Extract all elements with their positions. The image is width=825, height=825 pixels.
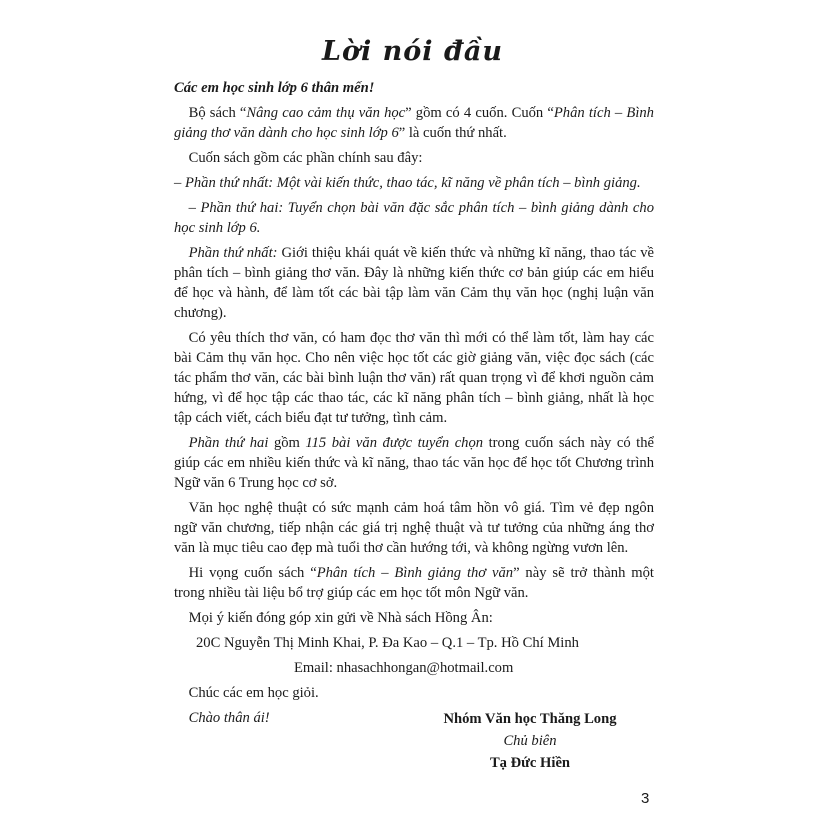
p2-text: Cuốn sách gồm các phần chính sau đây: (188, 150, 423, 166)
p1-text-c: ” gồm có 4 cuốn. Cuốn “ (405, 105, 554, 121)
part-two-label: Phần thứ hai (188, 435, 269, 451)
p10-text: Mọi ý kiến đóng góp xin gửi về Nhà sách Hồng Ân: (188, 610, 493, 626)
p8-text: Văn học nghệ thuật có sức mạnh cảm hoá tâm hồn vô giá. Tìm vẻ đẹp ngôn ngữ văn chương, tiếp nhận các giá trị nghệ thuật và tư tưởng của những áng thơ văn là mục tiêu cao đẹp mà tuổi thơ cần hướng tới, và không ngừng vươn lên. (174, 500, 654, 556)
part-one-label: Phần thứ nhất: (188, 245, 278, 261)
paragraph-10 (174, 608, 654, 628)
p5-text: Giới thiệu khái quát về kiến thức và những kĩ năng, thao tác về phân tích – bình giảng thơ văn. Đây là những kiến thức cơ bản giúp các em hiểu để học và hành, để làm tốt các bài tập làm văn Cảm thụ văn học (nghị luận văn chương). (174, 245, 655, 321)
p9-text-a: Hi vọng cuốn sách “ (188, 565, 317, 581)
farewell-text: Chào thân ái! (188, 710, 270, 726)
greeting: Các em học sinh lớp 6 thân mến! (174, 80, 375, 96)
p1-text-a: Bộ sách “ (188, 105, 247, 121)
paragraph-7 (174, 433, 654, 493)
p9-text-c: ” này sẽ trở thành một trong nhiều tài liệu bổ trợ giúp các em học tốt môn Ngữ văn. (174, 565, 654, 601)
paragraph-9 (174, 563, 654, 603)
p7-text-b: gồm (268, 435, 306, 451)
p7-text-c: 115 bài văn được tuyển chọn (305, 435, 484, 451)
preface-body (174, 78, 654, 733)
p4-text: – Phần thứ hai: Tuyển chọn bài văn đặc sắc phân tích – bình giảng dành cho học sinh lớp 6. (174, 200, 654, 236)
wish-line (174, 683, 654, 703)
page-number: 3 (641, 790, 650, 807)
p1-text-e: ” là cuốn thứ nhất. (398, 125, 507, 141)
signature-block (420, 708, 640, 774)
address-line: 20C Nguyễn Thị Minh Khai, P. Đa Kao – Q.1 – Tp. Hồ Chí Minh (196, 635, 579, 651)
email-line: Email: nhasachhongan@hotmail.com (294, 660, 514, 676)
page-title: Lời nói đầu (322, 36, 503, 67)
signature-role: Chủ biên (503, 733, 557, 749)
signature-group: Nhóm Văn học Thăng Long (443, 711, 617, 727)
paragraph-6 (174, 328, 654, 428)
paragraph-8 (174, 498, 654, 558)
book-short-title: Phân tích – Bình giảng thơ văn (316, 565, 514, 581)
book-title: Phân tích – Bình giảng thơ văn dành cho học sinh lớp 6 (174, 105, 654, 141)
paragraph-4 (174, 198, 654, 238)
paragraph-2 (174, 148, 654, 168)
paragraph-3 (174, 173, 654, 193)
signature-name: Tạ Đức Hiền (489, 755, 571, 771)
p3-text: – Phần thứ nhất: Một vài kiến thức, thao tác, kĩ năng về phân tích – bình giảng. (174, 175, 641, 191)
p7-text-d: trong cuốn sách này có thể giúp các em nhiều kiến thức và kĩ năng, thao tác văn học để học tốt Chương trình Ngữ văn 6 Trung học cơ sở. (174, 435, 655, 491)
paragraph-5 (174, 243, 654, 323)
book-series-title: Nâng cao cảm thụ văn học (246, 105, 406, 121)
p6-text: Có yêu thích thơ văn, có ham đọc thơ văn thì mới có thể làm tốt, làm hay các bài Cảm thụ văn học. Cho nên việc học tốt các giờ giảng văn, việc đọc sách (các tác phẩm thơ văn, các bài bình luận thơ văn) rất quan trọng vì để khơi nguồn cảm hứng, vì để học tập các thao tác, các kĩ năng phân tích – bình giảng, nhất là học tập cách viết, cách biểu đạt tư tưởng, tình cảm. (174, 330, 654, 426)
wish-text: Chúc các em học giỏi. (188, 685, 319, 701)
paragraph-1 (174, 103, 654, 143)
